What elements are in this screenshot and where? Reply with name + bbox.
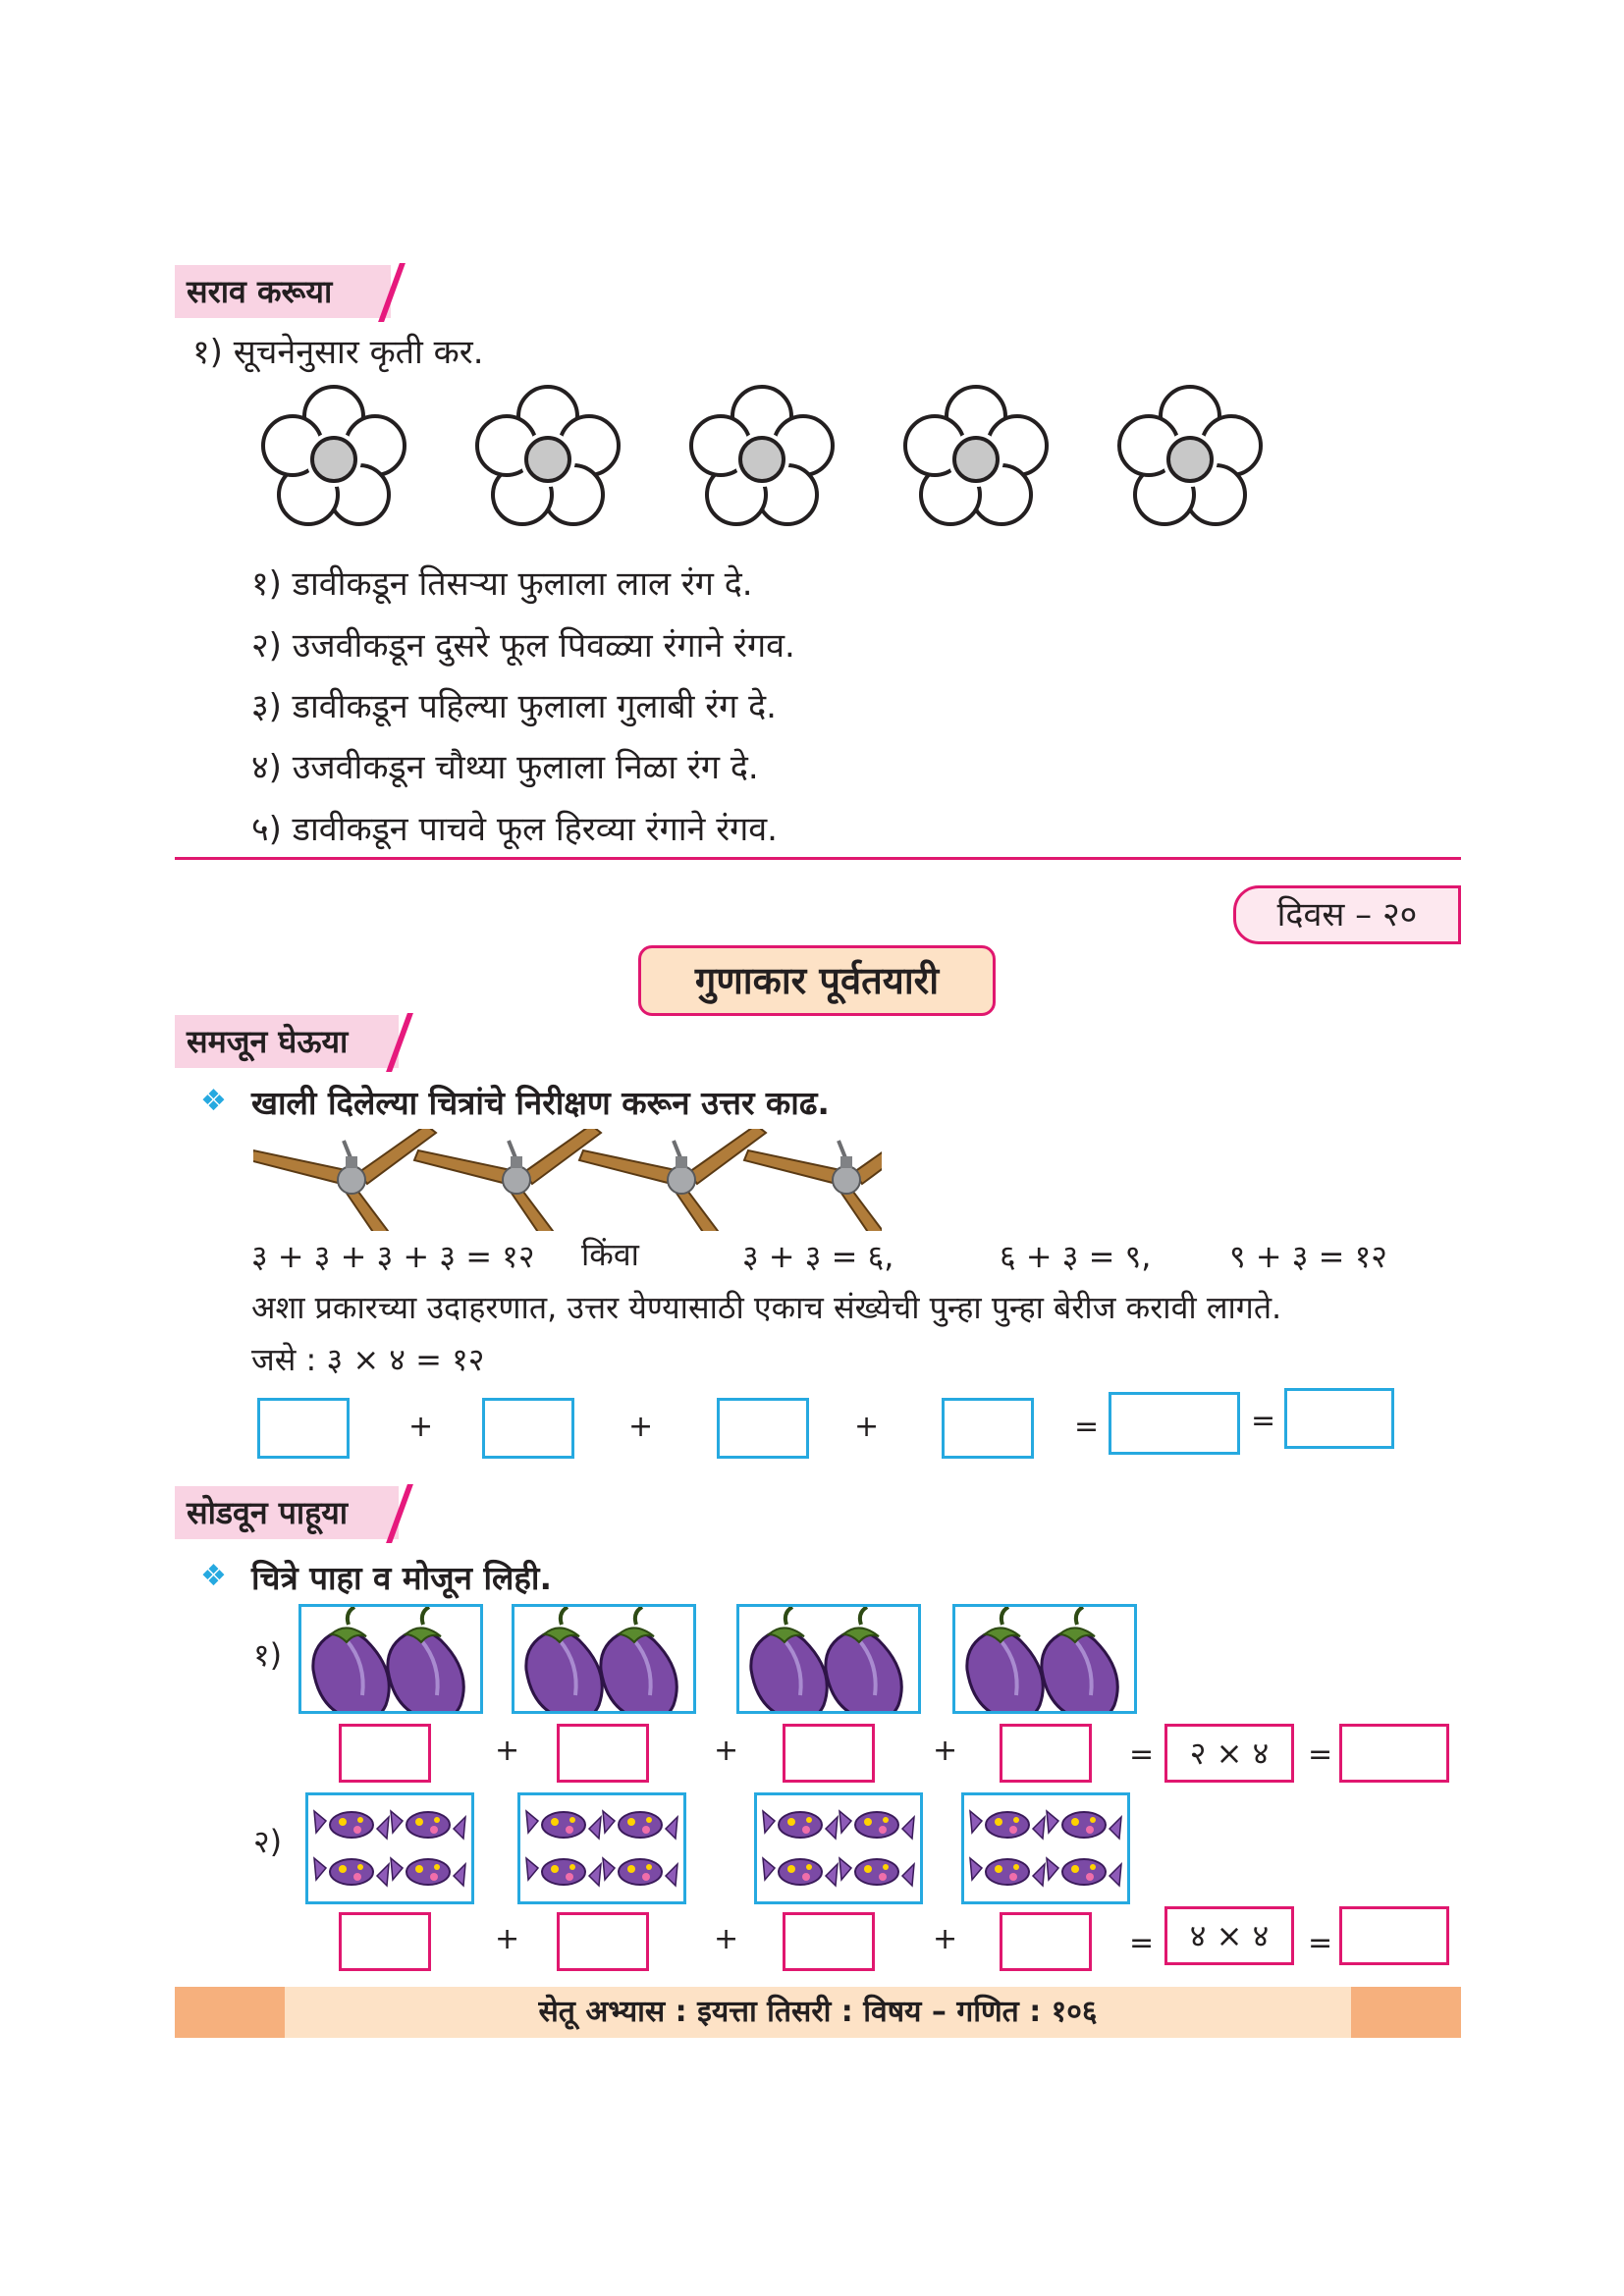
q2-product-box: ४ × ४ <box>1164 1906 1294 1965</box>
solve-heading: सोडवून पाहूया <box>175 1486 399 1539</box>
answer-box-1[interactable] <box>257 1398 350 1459</box>
candy-box-2 <box>517 1792 686 1904</box>
q2-answer-final[interactable] <box>1339 1906 1449 1965</box>
explanation-text: अशा प्रकारच्या उदाहरणात, उत्तर येण्यासाठी एकाच संख्येची पुन्हा पुन्हा बेरीज करावी लागते. <box>251 1289 1282 1326</box>
q2-answer-box-3[interactable] <box>783 1912 875 1971</box>
equation-step-1: ३ + ३ = ६, <box>742 1238 894 1275</box>
brinjal-box-3 <box>736 1604 921 1714</box>
plus-sign: + <box>854 1410 880 1444</box>
page-title: गुणाकार पूर्वतयारी <box>638 945 996 1016</box>
answer-box-sum[interactable] <box>1109 1392 1240 1455</box>
plus-sign: + <box>933 1922 958 1956</box>
plus-sign: + <box>714 1734 739 1768</box>
solve-prompt: चित्रे पाहा व मोजून लिही. <box>251 1559 552 1597</box>
plus-sign: + <box>714 1922 739 1956</box>
section-divider <box>175 857 1461 860</box>
equals-sign: = <box>1129 1926 1155 1960</box>
candy-box-1 <box>305 1792 474 1904</box>
equation-or: किंवा <box>581 1236 639 1273</box>
instruction-2: २) उजवीकडून दुसरे फूल पिवळ्या रंगाने रंगव. <box>251 626 795 666</box>
answer-box-product[interactable] <box>1284 1388 1394 1449</box>
candy-box-4 <box>961 1792 1130 1904</box>
equals-sign: = <box>1074 1410 1100 1444</box>
day-badge: दिवस – २० <box>1233 885 1461 944</box>
practice-task-label: १) सूचनेनुसार कृती कर. <box>192 333 484 372</box>
plus-sign: + <box>933 1734 958 1768</box>
q1-answer-box-3[interactable] <box>783 1724 875 1783</box>
instruction-5: ५) डावीकडून पाचवे फूल हिरव्या रंगाने रंगव. <box>251 810 778 849</box>
q2-answer-box-1[interactable] <box>339 1912 431 1971</box>
understand-heading: समजून घेऊया <box>175 1015 399 1068</box>
equals-sign: = <box>1251 1404 1276 1438</box>
flower-icon-2[interactable] <box>477 387 619 524</box>
q1-answer-box-4[interactable] <box>1000 1724 1092 1783</box>
q1-answer-final[interactable] <box>1339 1724 1449 1783</box>
equation-main: ३ + ३ + ३ + ३ = १२ <box>251 1238 535 1275</box>
flower-icon-3[interactable] <box>691 387 833 524</box>
bullet-icon: ❖ <box>200 1559 227 1593</box>
plus-sign: + <box>408 1410 434 1444</box>
plus-sign: + <box>495 1734 520 1768</box>
footer-left-block <box>175 1987 285 2038</box>
fan-icon-1 <box>253 1129 436 1231</box>
practice-heading: सराव करूया <box>175 265 391 318</box>
example-text: जसे : ३ × ४ = १२ <box>251 1341 485 1378</box>
equals-sign: = <box>1308 1926 1333 1960</box>
footer-right-block <box>1351 1987 1461 2038</box>
fans-row <box>253 1129 882 1231</box>
answer-box-3[interactable] <box>717 1398 809 1459</box>
fan-icon-3 <box>579 1129 766 1231</box>
q1-answer-box-2[interactable] <box>557 1724 649 1783</box>
fan-icon-4 <box>744 1129 882 1231</box>
bullet-icon: ❖ <box>200 1084 227 1118</box>
instruction-1: १) डावीकडून तिसऱ्या फुलाला लाल रंग दे. <box>251 564 753 604</box>
flower-icon-1[interactable] <box>263 387 405 524</box>
flowers-row <box>257 385 1278 532</box>
flower-icon-4[interactable] <box>905 387 1047 524</box>
fan-icon-2 <box>414 1129 601 1231</box>
answer-box-4[interactable] <box>942 1398 1034 1459</box>
q2-answer-box-2[interactable] <box>557 1912 649 1971</box>
instruction-4: ४) उजवीकडून चौथ्या फुलाला निळा रंग दे. <box>251 748 759 787</box>
question-2-label: २) <box>253 1823 283 1860</box>
equation-step-3: ९ + ३ = १२ <box>1229 1238 1387 1275</box>
q2-answer-box-4[interactable] <box>1000 1912 1092 1971</box>
plus-sign: + <box>628 1410 654 1444</box>
equals-sign: = <box>1129 1737 1155 1772</box>
q1-product-box: २ × ४ <box>1164 1724 1294 1783</box>
brinjal-box-1 <box>298 1604 483 1714</box>
q1-answer-box-1[interactable] <box>339 1724 431 1783</box>
candy-box-3 <box>754 1792 923 1904</box>
equation-step-2: ६ + ३ = ९, <box>1000 1238 1152 1275</box>
footer-text: सेतू अभ्यास : इयत्ता तिसरी : विषय – गणित : १०६ <box>285 1987 1351 2038</box>
understand-prompt: खाली दिलेल्या चित्रांचे निरीक्षण करून उत्तर काढ. <box>251 1084 830 1122</box>
instruction-3: ३) डावीकडून पहिल्या फुलाला गुलाबी रंग दे. <box>251 687 777 726</box>
equals-sign: = <box>1308 1737 1333 1772</box>
plus-sign: + <box>495 1922 520 1956</box>
brinjal-box-4 <box>952 1604 1137 1714</box>
brinjal-box-2 <box>512 1604 696 1714</box>
question-1-label: १) <box>253 1636 283 1674</box>
answer-box-2[interactable] <box>482 1398 574 1459</box>
flower-icon-5[interactable] <box>1119 387 1261 524</box>
